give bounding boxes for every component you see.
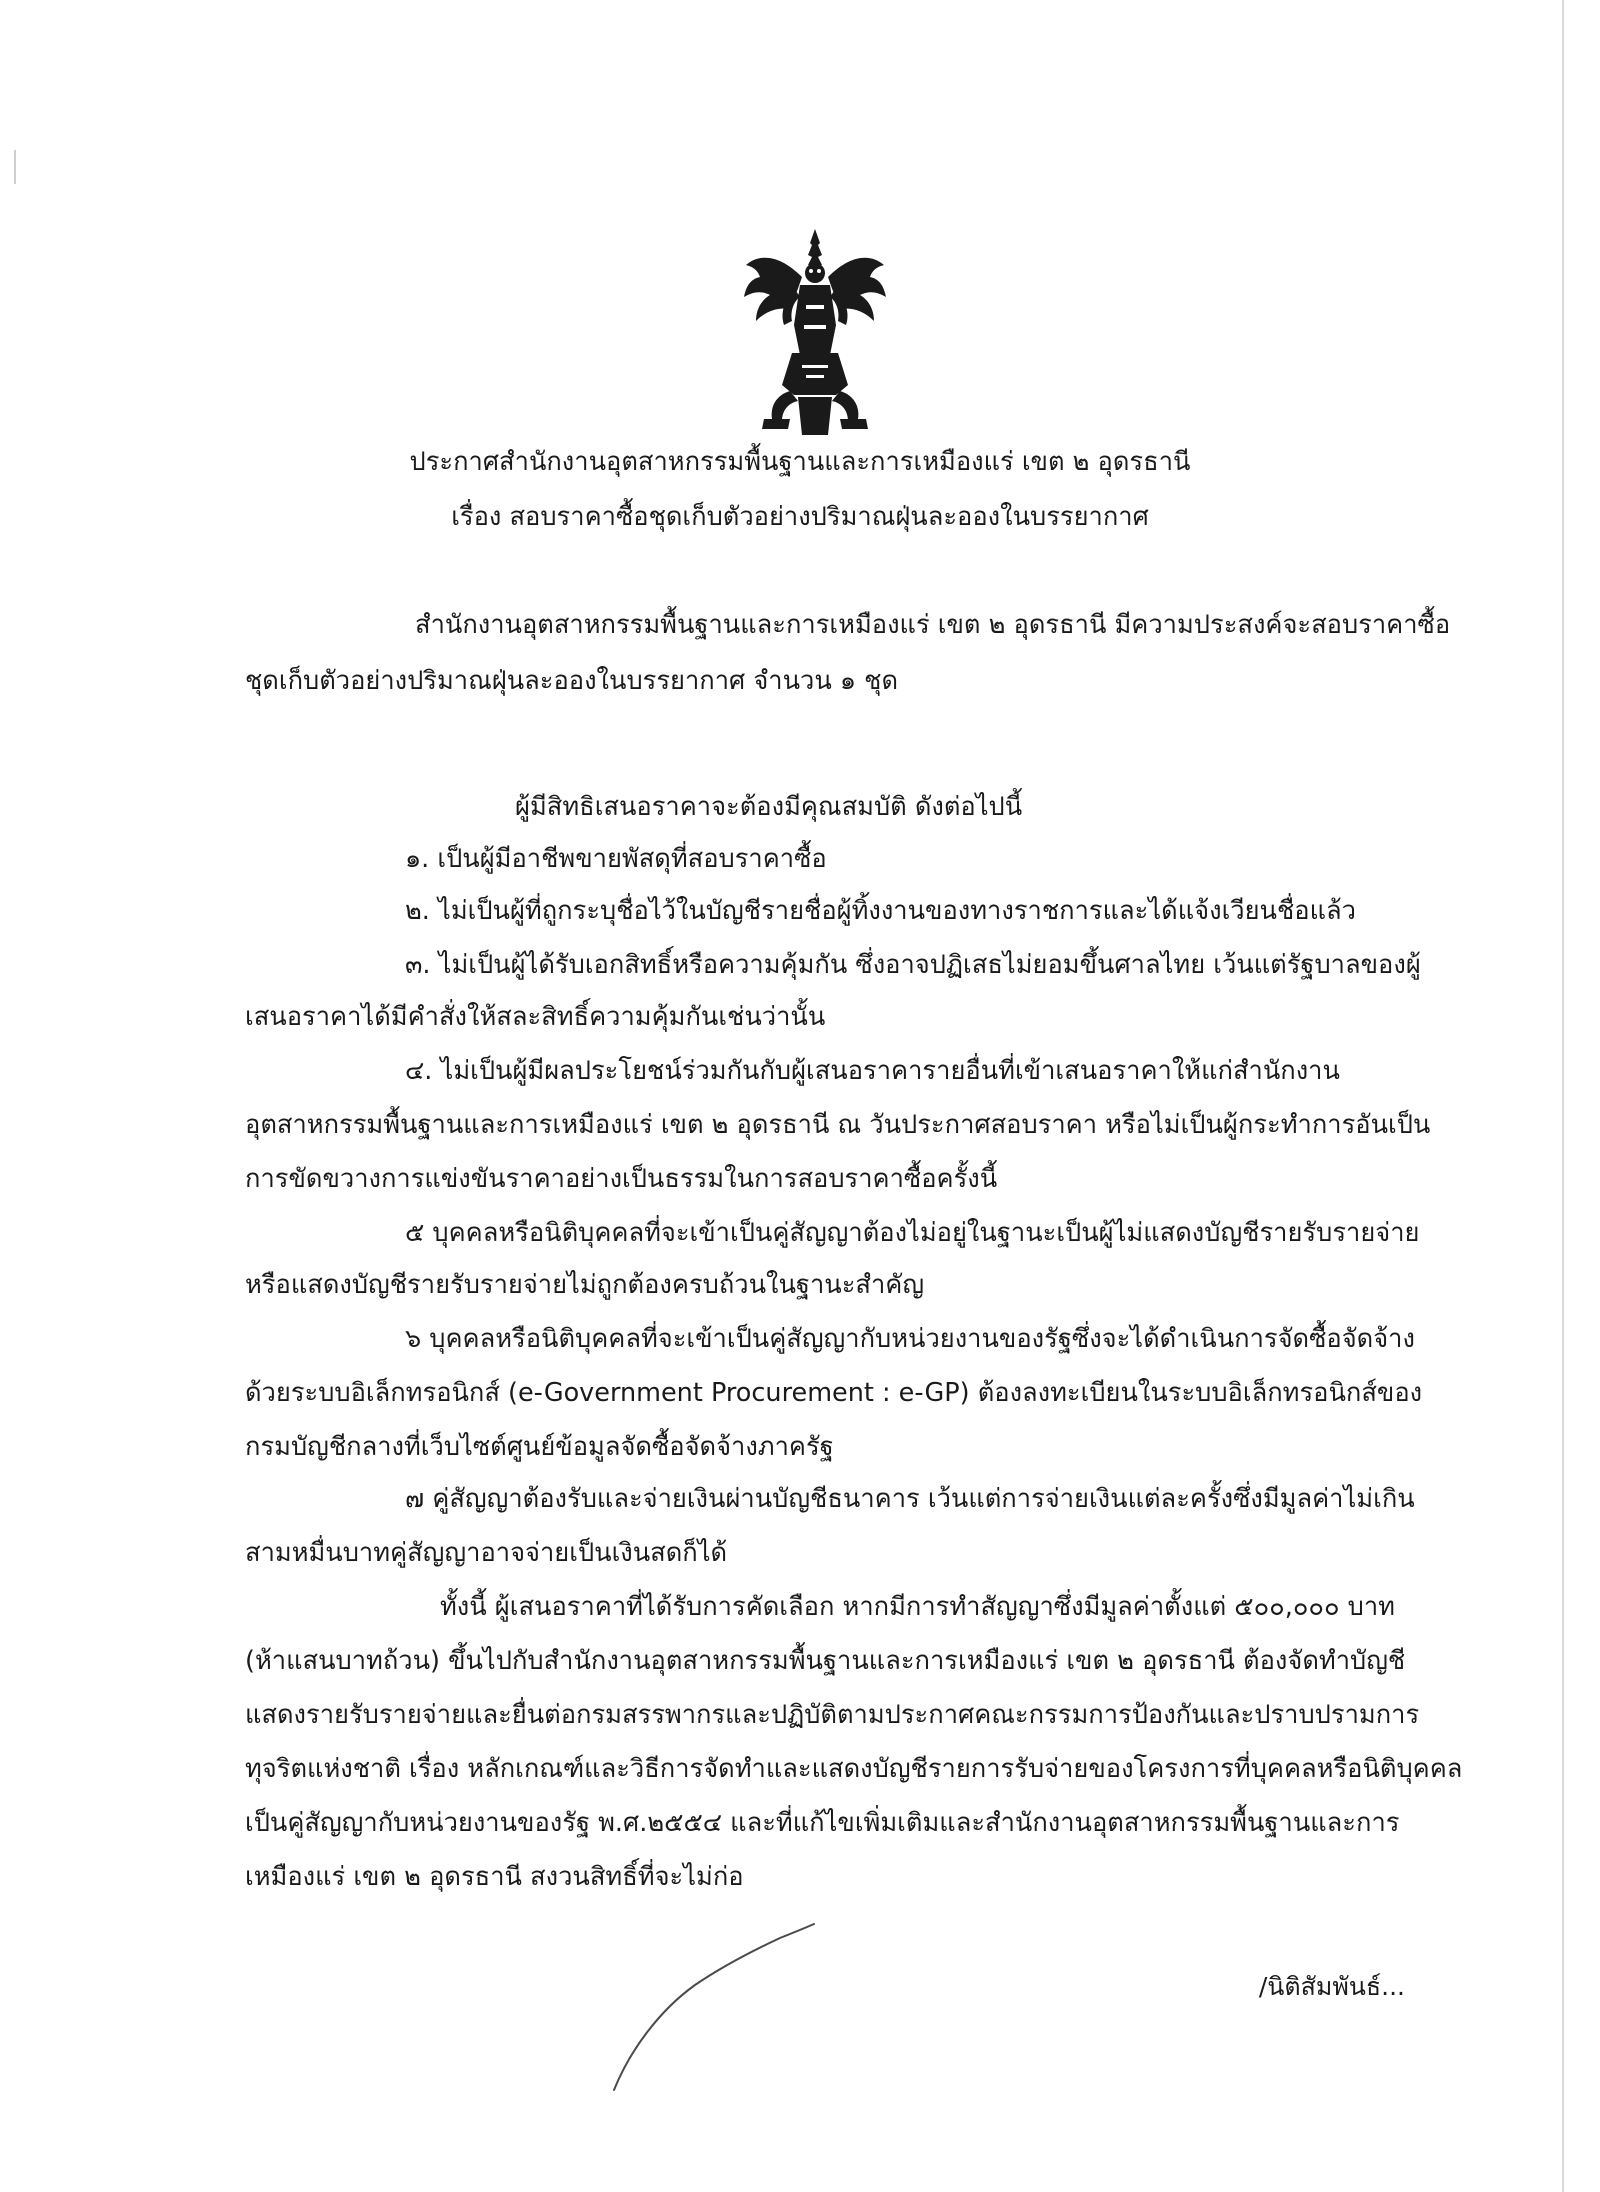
body-line: สามหมื่นบาทคู่สัญญาอาจจ่ายเป็นเงินสดก็ได้ bbox=[245, 1538, 728, 1568]
body-line: หรือแสดงบัญชีรายรับรายจ่ายไม่ถูกต้องครบถ้วนในฐานะสำคัญ bbox=[245, 1270, 925, 1300]
body-line: กรมบัญชีกลางที่เว็บไซต์ศูนย์ข้อมูลจัดซื้อจัดจ้างภาครัฐ bbox=[245, 1432, 834, 1462]
body-line: ทุจริตแห่งชาติ เรื่อง หลักเกณฑ์และวิธีการจัดทำและแสดงบัญชีรายการรับจ่ายของโครงการที่บุคคลหรือนิติบุคคล bbox=[245, 1754, 1463, 1784]
announcement-subject: เรื่อง สอบราคาซื้อชุดเก็บตัวอย่างปริมาณฝุ่นละอองในบรรยากาศ bbox=[451, 502, 1149, 532]
body-line: ๓. ไม่เป็นผู้ได้รับเอกสิทธิ์หรือความคุ้มกัน ซึ่งอาจปฏิเสธไม่ยอมขึ้นศาลไทย เว้นแต่รัฐบาลของผู้ bbox=[405, 950, 1421, 980]
body-line: ด้วยระบบอิเล็กทรอนิกส์ (e-Government Procurement : e-GP) ต้องลงทะเบียนในระบบอิเล็กทรอนิกส์ของ bbox=[245, 1378, 1423, 1408]
body-line: ๔. ไม่เป็นผู้มีผลประโยชน์ร่วมกันกับผู้เสนอราคารายอื่นที่เข้าเสนอราคาให้แก่สำนักงาน bbox=[405, 1056, 1340, 1086]
body-line: (ห้าแสนบาทถ้วน) ขึ้นไปกับสำนักงานอุตสาหกรรมพื้นฐานและการเหมืองแร่ เขต ๒ อุดรธานี ต้องจัดทำบัญชี bbox=[245, 1646, 1406, 1676]
scan-edge-mark bbox=[14, 150, 16, 184]
body-line: แสดงรายรับรายจ่ายและยื่นต่อกรมสรรพากรและปฏิบัติตามประกาศคณะกรรมการป้องกันและปราบปรามการ bbox=[245, 1700, 1420, 1730]
handwritten-signature-stroke bbox=[600, 1900, 820, 2100]
intro-line-2: ชุดเก็บตัวอย่างปริมาณฝุ่นละอองในบรรยากาศ จำนวน ๑ ชุด bbox=[245, 666, 899, 696]
body-line: เหมืองแร่ เขต ๒ อุดรธานี สงวนสิทธิ์ที่จะไม่ก่อ bbox=[245, 1862, 744, 1892]
intro-line-1: สำนักงานอุตสาหกรรมพื้นฐานและการเหมืองแร่ เขต ๒ อุดรธานี มีความประสงค์จะสอบราคาซื้อ bbox=[415, 610, 1451, 640]
body-line: อุตสาหกรรมพื้นฐานและการเหมืองแร่ เขต ๒ อุดรธานี ณ วันประกาศสอบราคา หรือไม่เป็นผู้กระทำการอันเป็น bbox=[245, 1110, 1431, 1140]
announcement-title: ประกาศสำนักงานอุตสาหกรรมพื้นฐานและการเหมืองแร่ เขต ๒ อุดรธานี bbox=[409, 447, 1191, 477]
continuation-marker: /นิติสัมพันธ์... bbox=[1258, 1972, 1405, 2001]
body-line: ๒. ไม่เป็นผู้ที่ถูกระบุชื่อไว้ในบัญชีรายชื่อผู้ทิ้งงานของทางราชการและได้แจ้งเวียนชื่อแล้ว bbox=[405, 896, 1356, 926]
qualifications-heading: ผู้มีสิทธิเสนอราคาจะต้องมีคุณสมบัติ ดังต่อไปนี้ bbox=[515, 792, 1023, 822]
scan-edge-line bbox=[1562, 0, 1564, 2192]
body-line: ๗ คู่สัญญาต้องรับและจ่ายเงินผ่านบัญชีธนาคาร เว้นแต่การจ่ายเงินแต่ละครั้งซึ่งมีมูลค่าไม่เกิน bbox=[405, 1484, 1415, 1514]
body-line: ๕ บุคคลหรือนิติบุคคลที่จะเข้าเป็นคู่สัญญาต้องไม่อยู่ในฐานะเป็นผู้ไม่แสดงบัญชีรายรับรายจ่าย bbox=[405, 1218, 1420, 1248]
body-line: การขัดขวางการแข่งขันราคาอย่างเป็นธรรมในการสอบราคาซื้อครั้งนี้ bbox=[245, 1164, 998, 1194]
body-line: เป็นคู่สัญญากับหน่วยงานของรัฐ พ.ศ.๒๕๕๔ และที่แก้ไขเพิ่มเติมและสำนักงานอุตสาหกรรมพื้นฐานและการ bbox=[245, 1808, 1400, 1838]
body-line: ๑. เป็นผู้มีอาชีพขายพัสดุที่สอบราคาซื้อ bbox=[405, 844, 827, 874]
body-line: ๖ บุคคลหรือนิติบุคคลที่จะเข้าเป็นคู่สัญญากับหน่วยงานของรัฐซึ่งจะได้ดำเนินการจัดซื้อจัดจ้าง bbox=[405, 1324, 1415, 1354]
body-line: ทั้งนี้ ผู้เสนอราคาที่ได้รับการคัดเลือก หากมีการทำสัญญาซึ่งมีมูลค่าตั้งแต่ ๕๐๐,๐๐๐ บาท bbox=[440, 1592, 1395, 1622]
garuda-emblem-icon bbox=[740, 225, 890, 440]
body-line: เสนอราคาได้มีคำสั่งให้สละสิทธิ์ความคุ้มกันเช่นว่านั้น bbox=[245, 1002, 826, 1032]
